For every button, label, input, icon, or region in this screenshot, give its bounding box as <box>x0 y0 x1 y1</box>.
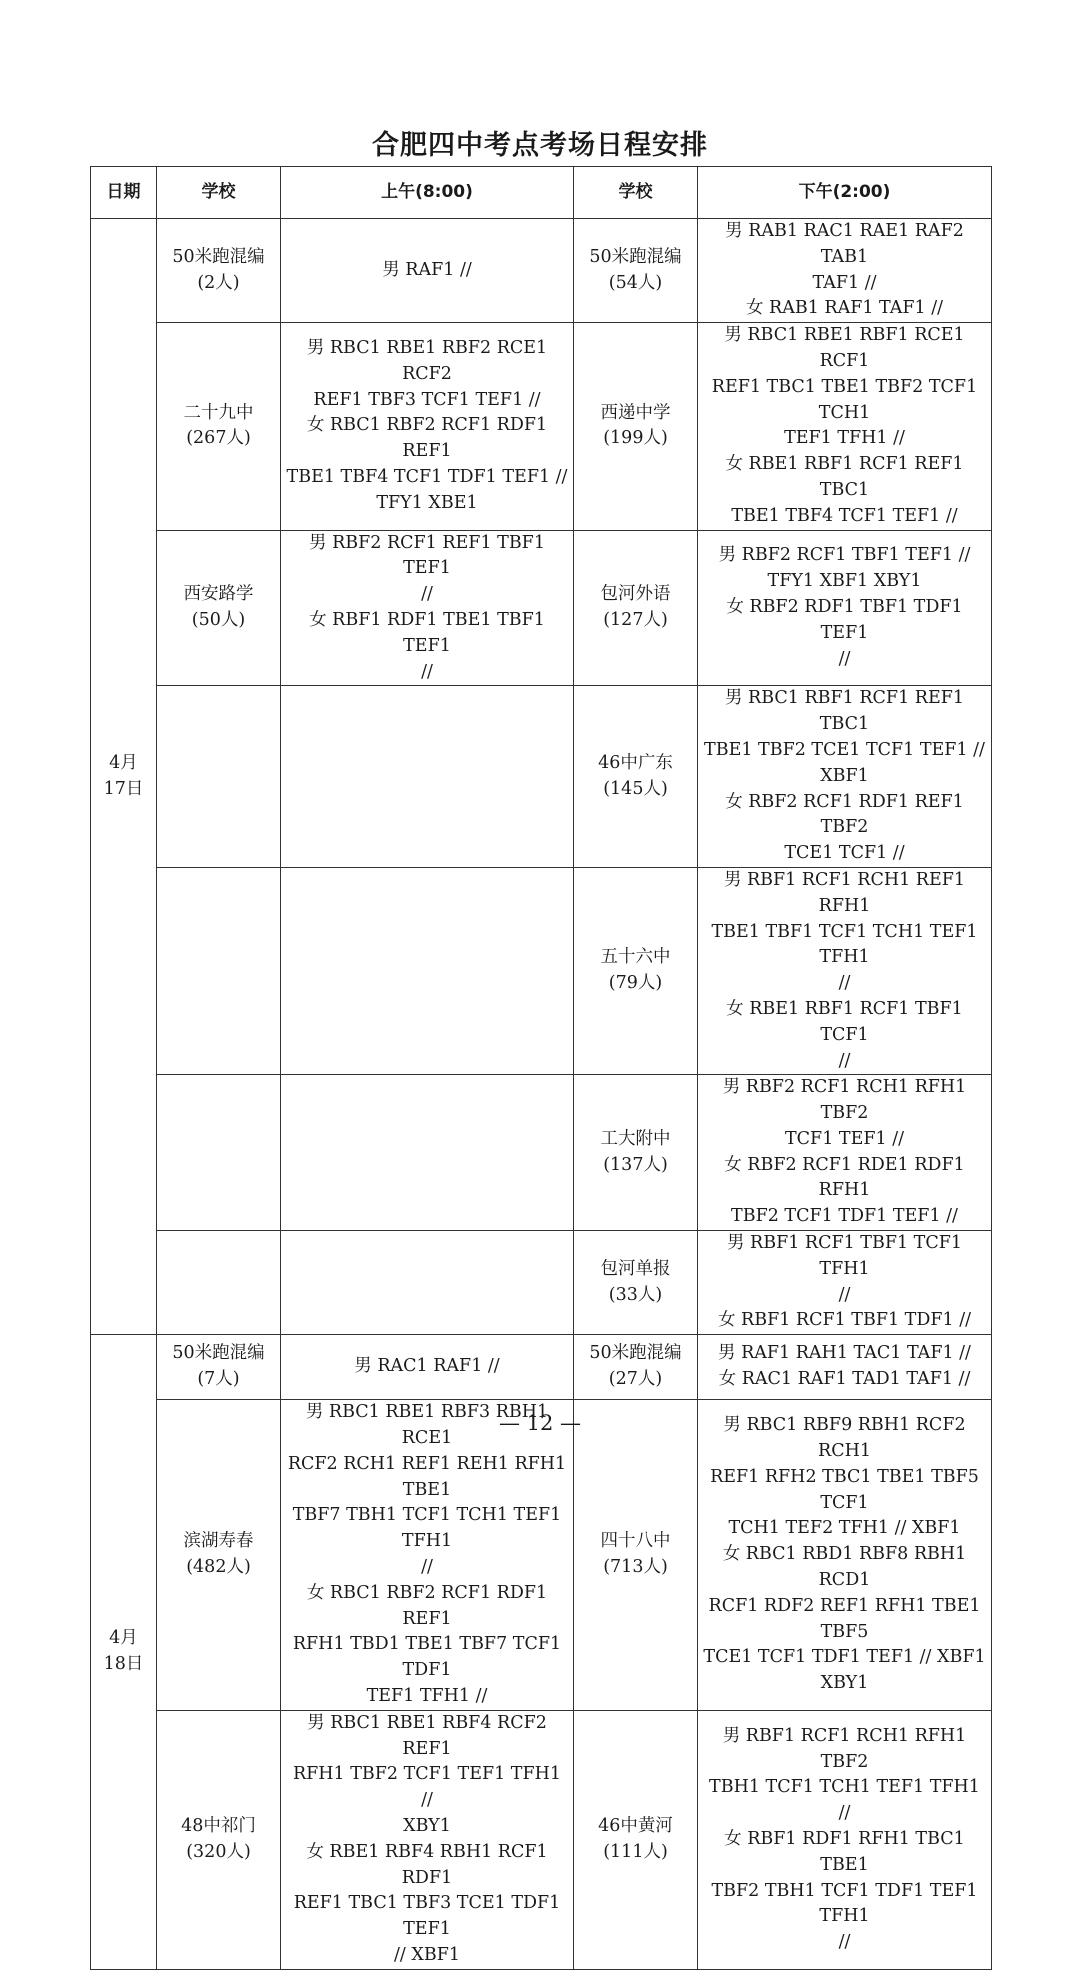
date-cell: 4月 17日 <box>91 219 157 1335</box>
pm-school-cell: 包河单报 (33人) <box>574 1231 698 1335</box>
am-courses-cell <box>281 867 574 1074</box>
header-school-am: 学校 <box>157 167 281 219</box>
pm-courses-cell: 男 RBC1 RBE1 RBF1 RCE1 RCF1 REF1 TBC1 TBE1 TBF2 TCF1 TCH1 TEF1 TFH1 // 女 RBE1 RBF1 RCF1 REF1 TBC1 TBE1 TBF4 TCF1 TEF1 // <box>698 323 992 530</box>
am-courses-cell <box>281 1075 574 1231</box>
am-courses-cell: 男 RBC1 RBE1 RBF4 RCF2 REF1 RFH1 TBF2 TCF1 TEF1 TFH1 // XBY1 女 RBE1 RBF4 RBH1 RCF1 RDF1 REF1 TBC1 TBF3 TCE1 TDF1 TEF1 // XBF1 <box>281 1710 574 1969</box>
table-row <box>91 1400 992 1711</box>
pm-school-cell: 50米跑混编 (27人) <box>574 1335 698 1400</box>
table-row <box>91 1335 992 1400</box>
date-cell: 4月 18日 <box>91 1335 157 1970</box>
table-row <box>91 1231 992 1335</box>
pm-courses-cell: 男 RBF1 RCF1 TBF1 TCF1 TFH1 // 女 RBF1 RCF1 TBF1 TDF1 // <box>698 1231 992 1335</box>
pm-courses-cell: 男 RBF1 RCF1 RCH1 REF1 RFH1 TBE1 TBF1 TCF1 TCH1 TEF1 TFH1 // 女 RBE1 RBF1 RCF1 TBF1 TCF1 // <box>698 867 992 1074</box>
am-school-cell: 48中祁门 (320人) <box>157 1710 281 1969</box>
pm-school-cell: 四十八中 (713人) <box>574 1400 698 1711</box>
pm-school-cell: 46中广东 (145人) <box>574 686 698 868</box>
header-morning: 上午(8:00) <box>281 167 574 219</box>
am-school-cell: 50米跑混编 (7人) <box>157 1335 281 1400</box>
pm-courses-cell: 男 RBF2 RCF1 TBF1 TEF1 // TFY1 XBF1 XBY1 女 RBF2 RDF1 TBF1 TDF1 TEF1 // <box>698 530 992 686</box>
am-school-cell: 50米跑混编 (2人) <box>157 219 281 323</box>
pm-school-cell: 五十六中 (79人) <box>574 867 698 1074</box>
am-courses-cell: 男 RBC1 RBE1 RBF3 RBH1 RCE1 RCF2 RCH1 REF1 REH1 RFH1 TBE1 TBF7 TBH1 TCF1 TCH1 TEF1 TFH1 // 女 RBC1 RBF2 RCF1 RDF1 REF1 RFH1 TBD1 TBE1 TBF7 TCF1 TDF1 TEF1 TFH1 // <box>281 1400 574 1711</box>
am-school-cell <box>157 1075 281 1231</box>
pm-school-cell: 工大附中 (137人) <box>574 1075 698 1231</box>
pm-courses-cell: 男 RBF2 RCF1 RCH1 RFH1 TBF2 TCF1 TEF1 // 女 RBF2 RCF1 RDE1 RDF1 RFH1 TBF2 TCF1 TDF1 TEF1 // <box>698 1075 992 1231</box>
am-school-cell: 西安路学 (50人) <box>157 530 281 686</box>
am-school-cell <box>157 1231 281 1335</box>
am-courses-cell <box>281 1231 574 1335</box>
am-courses-cell: 男 RBF2 RCF1 REF1 TBF1 TEF1 // 女 RBF1 RDF1 TBE1 TBF1 TEF1 // <box>281 530 574 686</box>
header-afternoon: 下午(2:00) <box>698 167 992 219</box>
am-courses-cell: 男 RAC1 RAF1 // <box>281 1335 574 1400</box>
page-number: — 12 — <box>498 1411 582 1435</box>
am-school-cell <box>157 867 281 1074</box>
am-courses-cell <box>281 686 574 868</box>
am-school-cell: 二十九中 (267人) <box>157 323 281 530</box>
am-school-cell <box>157 686 281 868</box>
schedule-table <box>90 166 992 1970</box>
pm-school-cell: 50米跑混编 (54人) <box>574 219 698 323</box>
header-date: 日期 <box>91 167 157 219</box>
table-row <box>91 219 992 323</box>
table-row <box>91 323 992 530</box>
pm-courses-cell: 男 RBC1 RBF1 RCF1 REF1 TBC1 TBE1 TBF2 TCE1 TCF1 TEF1 // XBF1 女 RBF2 RCF1 RDF1 REF1 TBF2 TCE1 TCF1 // <box>698 686 992 868</box>
pm-courses-cell: 男 RAB1 RAC1 RAE1 RAF2 TAB1 TAF1 // 女 RAB1 RAF1 TAF1 // <box>698 219 992 323</box>
am-courses-cell: 男 RAF1 // <box>281 219 574 323</box>
table-row <box>91 1075 992 1231</box>
am-courses-cell: 男 RBC1 RBE1 RBF2 RCE1 RCF2 REF1 TBF3 TCF1 TEF1 // 女 RBC1 RBF2 RCF1 RDF1 REF1 TBE1 TBF4 TCF1 TDF1 TEF1 // TFY1 XBE1 <box>281 323 574 530</box>
pm-courses-cell: 男 RAF1 RAH1 TAC1 TAF1 // 女 RAC1 RAF1 TAD1 TAF1 // <box>698 1335 992 1400</box>
pm-school-cell: 包河外语 (127人) <box>574 530 698 686</box>
pm-courses-cell: 男 RBC1 RBF9 RBH1 RCF2 RCH1 REF1 RFH2 TBC1 TBE1 TBF5 TCF1 TCH1 TEF2 TFH1 // XBF1 女 RBC1 RBD1 RBF8 RBH1 RCD1 RCF1 RDF2 REF1 RFH1 TBE1 TBF5 TCE1 TCF1 TDF1 TEF1 // XBF1 XBY1 <box>698 1400 992 1711</box>
header-school-pm: 学校 <box>574 167 698 219</box>
pm-school-cell: 46中黄河 (111人) <box>574 1710 698 1969</box>
pm-courses-cell: 男 RBF1 RCF1 RCH1 RFH1 TBF2 TBH1 TCF1 TCH1 TEF1 TFH1 // 女 RBF1 RDF1 RFH1 TBC1 TBE1 TBF2 TBH1 TCF1 TDF1 TEF1 TFH1 // <box>698 1710 992 1969</box>
am-school-cell: 滨湖寿春 (482人) <box>157 1400 281 1711</box>
table-row <box>91 530 992 686</box>
table-row <box>91 686 992 868</box>
page-title: 合肥四中考点考场日程安排 <box>372 130 708 161</box>
header-row <box>91 167 992 219</box>
pm-school-cell: 西递中学 (199人) <box>574 323 698 530</box>
table-row <box>91 867 992 1074</box>
table-row <box>91 1710 992 1969</box>
